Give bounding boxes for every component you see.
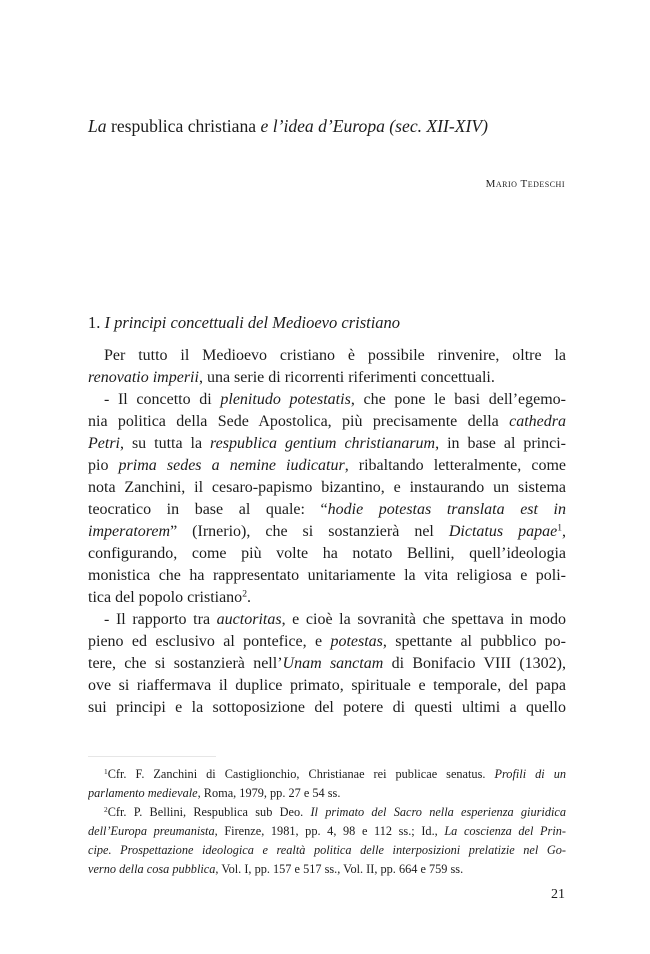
footnotes xyxy=(88,765,566,879)
body-line: sui principi e la sottoposizione del potere di questi ultimi a quello xyxy=(88,699,566,716)
footnote-line: $^1$Cfr. F. Zanchini di Castiglionchio, Christianae rei publicae senatus. Profili di un xyxy=(104,766,566,781)
body-line: tica del popolo cristiano$^2$. xyxy=(88,588,251,606)
body-line: renovatio imperii, una serie di ricorrenti riferimenti concettuali. xyxy=(88,369,495,386)
body-line: ove si riaffermava il duplice primato, spirituale e temporale, del papa xyxy=(88,677,566,694)
body-line: pio prima sedes a nemine iudicatur, ribaltando letteralmente, come xyxy=(88,457,566,474)
body-text xyxy=(88,345,566,719)
footnote-line: verno della cosa pubblica, Vol. I, pp. 157 e 517 ss., Vol. II, pp. 664 e 759 ss. xyxy=(88,862,464,876)
article-title: La respublica christiana e l’idea d’Europa (sec. XII-XIV) xyxy=(88,116,488,136)
body-line: nota Zanchini, il cesaro-papismo bizantino, e instaurando un sistema xyxy=(88,479,566,496)
body-line: Petri, su tutta la respublica gentium christianarum, in base al princi- xyxy=(88,435,566,452)
body-line: - Il concetto di plenitudo potestatis, che pone le basi dell’egemo- xyxy=(104,391,566,408)
body-line: imperatorem” (Irnerio), che si sostanzierà nel Dictatus papae$^1$, xyxy=(88,522,566,540)
page-number: 21 xyxy=(551,887,565,902)
body-line: configurando, come più volte ha notato Bellini, quell’ideologia xyxy=(88,545,566,562)
footnote-ref: 2 xyxy=(242,588,247,600)
footnote-line: cipe. Prospettazione ideologica e realtà politica delle interposizioni prelatizie nel Go- xyxy=(88,843,566,857)
body-line: monistica che ha rappresentato unitariamente la vita religiosa e poli- xyxy=(88,567,566,584)
footnote-ref: 1 xyxy=(557,522,562,534)
footnote-line: dell’Europa preumanista, Firenze, 1981, pp. 4, 98 e 112 ss.; Id., La coscienza del Prin- xyxy=(88,824,566,838)
body-line: teocratico in base al quale: “hodie potestas translata est in xyxy=(88,501,566,518)
section-heading: 1. I principi concettuali del Medioevo cristiano xyxy=(88,313,401,332)
body-line: nia politica della Sede Apostolica, più precisamente della cathedra xyxy=(88,413,566,430)
body-line: - Il rapporto tra auctoritas, e cioè la sovranità che spettava in modo xyxy=(104,611,566,628)
author-name: Mario Tedeschi xyxy=(485,178,565,190)
footnote-divider xyxy=(88,756,216,757)
body-line: tere, che si sostanzierà nell’Unam sanctam di Bonifacio VIII (1302), xyxy=(88,655,566,672)
body-line: Per tutto il Medioevo cristiano è possibile rinvenire, oltre la xyxy=(104,347,566,364)
body-line: pieno ed esclusivo al pontefice, e potestas, spettante al pubblico po- xyxy=(88,633,566,650)
footnote-line: $^2$Cfr. P. Bellini, Respublica sub Deo. Il primato del Sacro nella esperienza giuridica xyxy=(104,804,566,819)
footnote-line: parlamento medievale, Roma, 1979, pp. 27 e 54 ss. xyxy=(88,786,341,800)
